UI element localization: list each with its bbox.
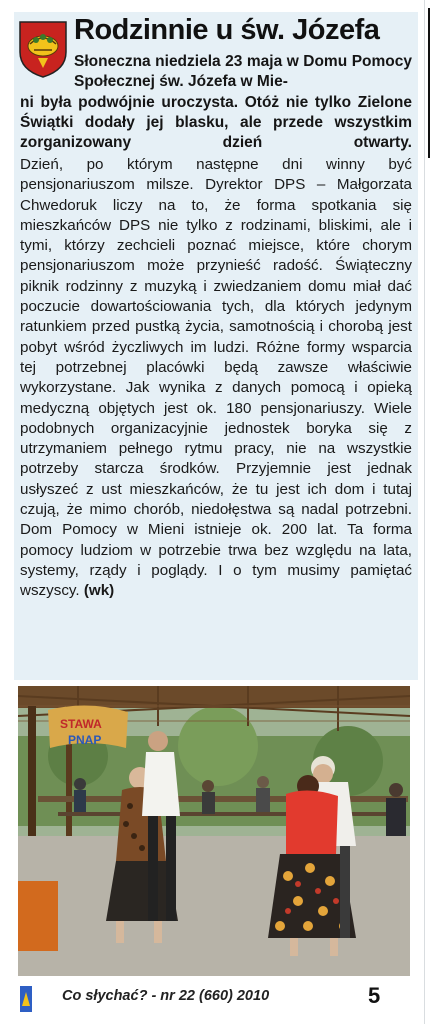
article-body [20, 155, 412, 602]
footer-logo-icon [20, 986, 32, 1012]
magazine-issue: Co słychać? - nr 22 (660) 2010 [62, 988, 270, 1004]
svg-text:STAWA: STAWA [60, 717, 102, 731]
page-footer [14, 982, 418, 1016]
article-signature: (wk) [83, 582, 115, 600]
adjacent-page-rule [428, 8, 430, 158]
article-body-text: Dzień, po którym następne dni winny być pensjonariuszom milsze. Dyrektor DPS – Małgorzata Chwedoruk liczy na to, że forma spotkania się mieszkańców DPS nie tylko z rodzinami, bliskimi, ale i tymi, którzy zechcieli poznać miejsce, które chorym pensjonariuszom może przynieść radość. Świąteczny piknik rodzinny z muzyką i zwiedzaniem domu miał dać poczucie dowartościowania tych, dla których jedynym ratunkiem przed pustką życia, samotnością i chorobą jest pobyt wśród życzliwych im ludzi. Różne formy wsparcia tej potrzebnej placówki będą zawsze właściwie wykorzystane. Jak wynika z danych pomocą i opieką medyczną objętych jest ok. 180 pensjonariuszy. Wiele podobnych organizacyjnie jednostek boryka się z utrzymaniem pełnego rytmu pracy, nie na wszystkie potrzeby starcza środków. Przyjemnie jest jednak usłyszeć z ust mieszkańców, że tu jest ich dom i tutaj czują, że mimo chorób, niedołęstwa są nadal potrzebni. Dom Pomocy w Mieni istnieje ok. 200 lat. Ta forma pomocy ludziom w potrzebie trwa bez względu na lata, systemy, rządy i poglądy. I o tym musimy pamiętać wszyscy. [20, 156, 412, 600]
svg-text:PNAP: PNAP [68, 733, 102, 747]
article-title: Rodzinnie u św. Józefa [74, 14, 380, 46]
article-lead-continued: ni była podwójnie uroczysta. Otóż nie tylko Zielone Świątki dodały jej blasku, ale przede wszystkim zorganizowany dzień otwarty. [20, 94, 412, 151]
page-number: 5 [368, 983, 381, 1008]
article-photo [18, 686, 410, 976]
article-lead: Słoneczna niedziela 23 maja w Domu Pomocy Społecznej św. Józefa w Mie- [74, 53, 412, 90]
crest-icon [18, 20, 68, 78]
dancing-photo-illustration [18, 686, 410, 976]
